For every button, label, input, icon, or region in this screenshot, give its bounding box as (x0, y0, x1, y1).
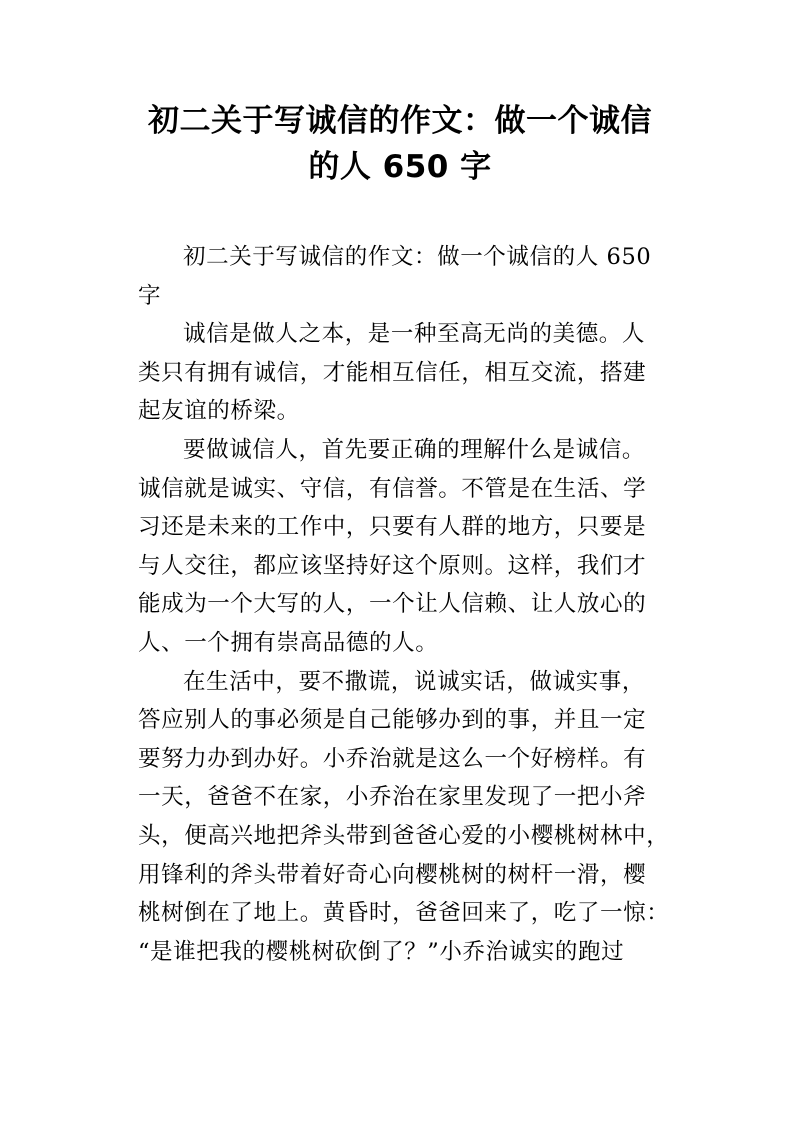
text-line: 习还是未来的工作中，只要有人群的地方，只要是 (138, 514, 647, 541)
text-line: 用锋利的斧头带着好奇心向樱桃树的树杆一滑，樱 (138, 861, 647, 888)
title-line-1: 初二关于写诚信的作文：做一个诚信 (148, 103, 652, 139)
document-body (138, 238, 670, 971)
paragraph (138, 238, 666, 315)
text-line: 头，便高兴地把斧头带到爸爸心爱的小樱桃树林中， (138, 822, 670, 849)
text-line: 在生活中，要不撒谎，说诚实话，做诚实事， (183, 668, 646, 695)
text-line: 与人交往，都应该坚持好这个原则。这样，我们才 (138, 552, 647, 579)
text-line: 诚信就是诚实、守信，有信誉。不管是在生活、学 (138, 475, 647, 502)
text-line: 桃树倒在了地上。黄昏时，爸爸回来了，吃了一惊： (138, 900, 670, 927)
text-line: 一天，爸爸不在家，小乔治在家里发现了一把小斧 (138, 784, 647, 811)
text-line: 人、一个拥有崇高品德的人。 (138, 629, 439, 656)
text-line: 诚信是做人之本，是一种至高无尚的美德。人 (183, 321, 646, 348)
text-line: 类只有拥有诚信，才能相互信任，相互交流，搭建 (138, 359, 647, 386)
text-line: 要做诚信人，首先要正确的理解什么是诚信。 (183, 436, 646, 463)
text-line: 起友谊的桥梁。 (138, 398, 300, 425)
paragraph (138, 315, 666, 431)
title-line-2: 的人 650 字 (308, 149, 492, 185)
paragraph (138, 663, 670, 972)
text-line: 字 (138, 282, 162, 309)
text-line: 要努力办到办好。小乔治就是这么一个好榜样。有 (138, 745, 647, 772)
text-line: “是谁把我的樱桃树砍倒了？”小乔治诚实的跑过 (138, 938, 625, 965)
text-line: 能成为一个大写的人，一个让人信赖、让人放心的 (138, 591, 647, 618)
text-line: 答应别人的事必须是自己能够办到的事，并且一定 (138, 707, 647, 734)
text-line: 初二关于写诚信的作文：做一个诚信的人 650 (183, 244, 652, 270)
paragraph (138, 431, 666, 663)
document-title (100, 98, 700, 190)
